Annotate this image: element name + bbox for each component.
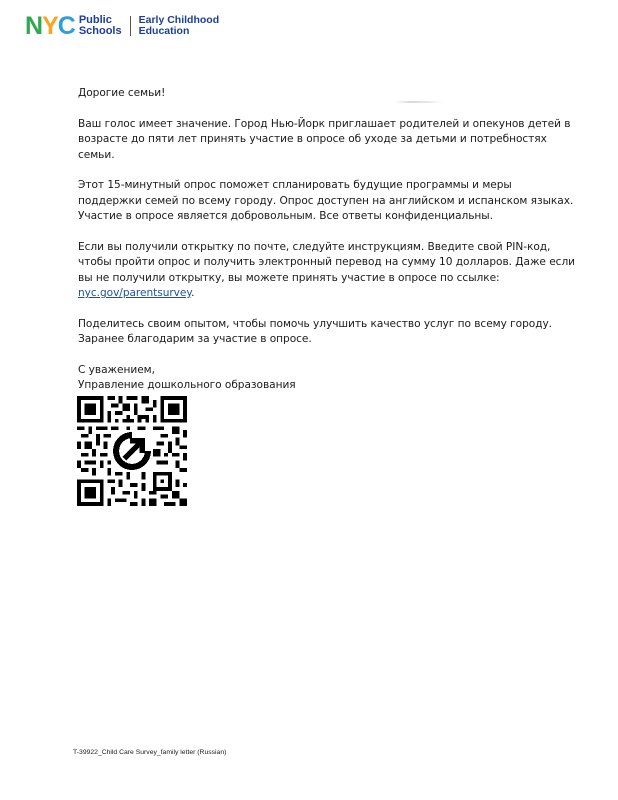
survey-link[interactable]: nyc.gov/parentsurvey xyxy=(78,287,192,299)
link-suffix: . xyxy=(191,287,195,299)
logo-letter-c: C xyxy=(57,12,75,40)
letter-body xyxy=(78,86,578,409)
org-line-2: Schools xyxy=(78,25,122,37)
paragraph-1: Ваш голос имеет значение. Город Нью-Йорк приглашает родителей и опекунов детей в возрасте до пяти лет принять участие в опросе об уходе за детьми и потребностях семьи. xyxy=(78,117,571,161)
page-header xyxy=(25,13,219,39)
sign-off xyxy=(78,363,578,394)
nyc-logo xyxy=(25,12,75,40)
logo-letter-n: N xyxy=(25,12,43,40)
paragraph-4: Поделитесь своим опытом, чтобы помочь улучшить качество услуг по всему городу. Заранее благодарим за участие в опросе. xyxy=(78,317,552,345)
paragraph-3-text: Если вы получили открытку по почте, следуйте инструкциям. Введите свой PIN-код, чтобы пройти опрос и получить электронный перевод на сумму 10 долларов. Даже если вы не получили открытку, вы можете принять участие в опросе по ссылке: xyxy=(78,240,576,284)
logo-letter-y: Y xyxy=(42,12,58,40)
org-line-1: Public xyxy=(78,14,112,26)
header-divider xyxy=(130,16,131,36)
greeting: Дорогие семьи! xyxy=(78,87,166,99)
qr-code[interactable] xyxy=(77,396,187,506)
public-schools-label xyxy=(79,15,122,37)
paragraph-3 xyxy=(78,240,578,302)
closing: С уважением, xyxy=(78,363,155,376)
dept-line-2: Education xyxy=(138,25,190,37)
paragraph-2: Этот 15-минутный опрос поможет спланировать будущие программы и меры поддержки семей по всему городу. Опрос доступен на английском и испанском языках. Участие в опросе является добровольным. Все ответы конфиденциальны. xyxy=(78,179,574,222)
department-label xyxy=(139,15,220,37)
signature: Управление дошкольного образования xyxy=(78,379,296,391)
dept-line-1: Early Childhood xyxy=(138,14,220,26)
document-id: T-39922_Child Care Survey_family letter (Russian) xyxy=(73,749,227,756)
